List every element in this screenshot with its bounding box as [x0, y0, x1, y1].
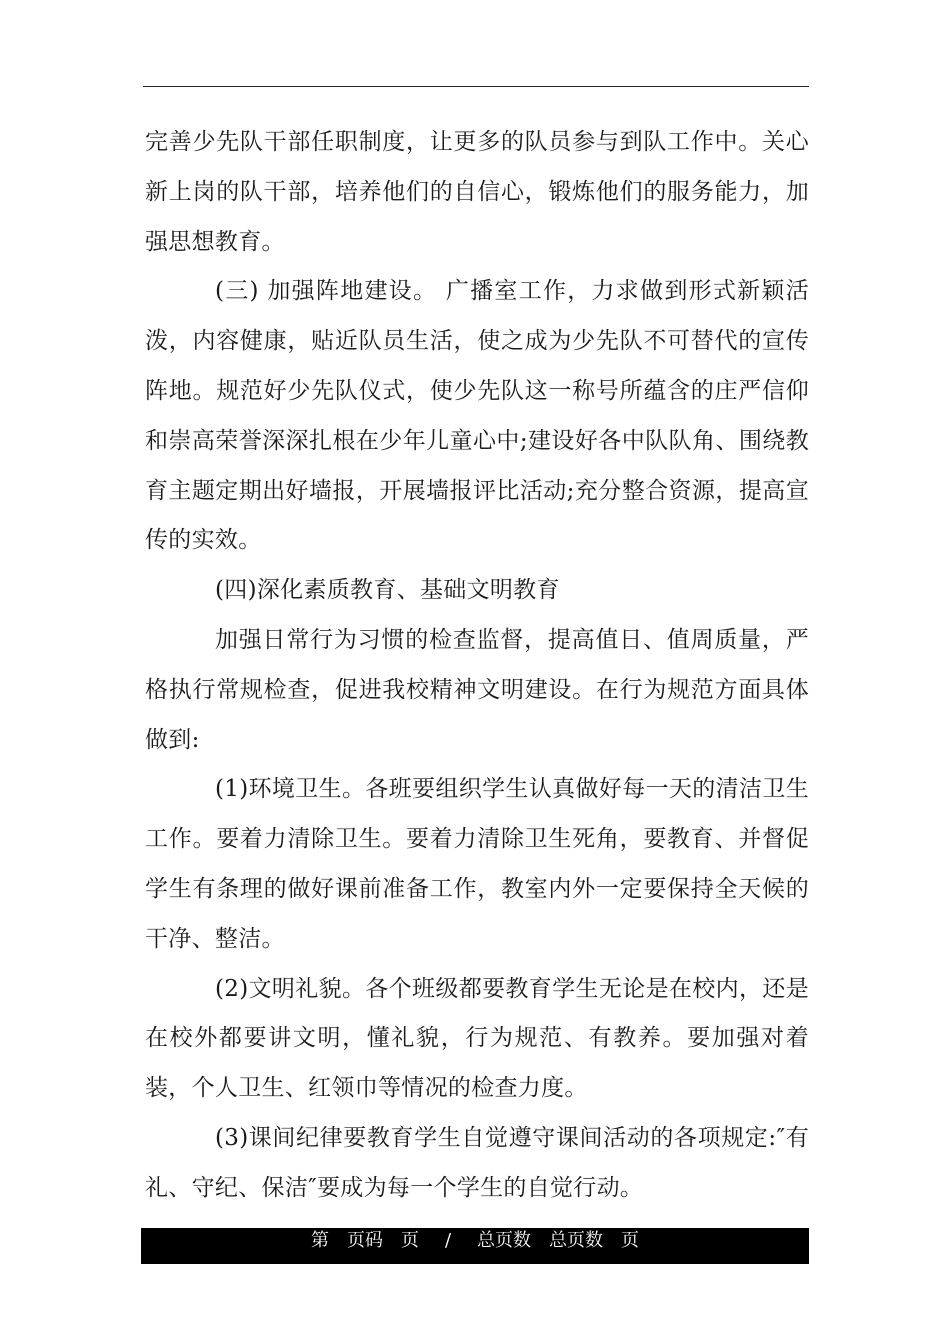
footer-page-code: 页码: [346, 1230, 383, 1251]
paragraph-2: (三) 加强阵地建设。 广播室工作，力求做到形式新颖活泼，内容健康，贴近队员生活，使之成为少先队不可替代的宣传阵地。规范好少先队仪式，使少先队这一称号所蕴含的庄严信仰和崇高荣誉深深扎根在少年儿童心中;建设好各中队队角、围绕教育主题定期出好墙报，开展墙报评比活动;充分整合资源，提高宣传的实效。: [145, 278, 809, 554]
paragraph-4: 加强日常行为习惯的检查监督，提高值日、值周质量，严格执行常规检查，促进我校精神文明建设。在行为规范方面具体做到:: [145, 626, 809, 753]
footer-separator: /: [444, 1230, 452, 1251]
document-body: [145, 118, 809, 1214]
paragraph-5: (1)环境卫生。各班要组织学生认真做好每一天的清洁卫生工作。要着力清除卫生。要着力清除卫生死角，要教育、并督促学生有条理的做好课前准备工作，教室内外一定要保持全天候的干净、整洁。: [145, 776, 809, 952]
footer-total-suffix: 页: [621, 1230, 640, 1251]
paragraph-1: 完善少先队干部任职制度，让更多的队员参与到队工作中。关心新上岗的队干部，培养他们的自信心，锻炼他们的服务能力，加强思想教育。: [145, 129, 809, 255]
footer-page-prefix: 第: [310, 1230, 329, 1251]
footer-total-value: 总页数: [549, 1230, 604, 1251]
section-heading-4: (四)深化素质教育、基础文明教育: [215, 577, 560, 604]
footer-page-suffix: 页: [400, 1230, 419, 1251]
paragraph-7: (3)课间纪律要教育学生自觉遵守课间活动的各项规定:″有礼、守纪、保洁″要成为每一个学生的自觉行动。: [145, 1124, 809, 1201]
footer-total-prefix: 总页数: [477, 1230, 532, 1251]
header-rule: [143, 86, 809, 87]
paragraph-6: (2)文明礼貌。各个班级都要教育学生无论是在校内，还是在校外都要讲文明，懂礼貌，行为规范、有教养。要加强对着装，个人卫生、红领巾等情况的检查力度。: [145, 975, 809, 1102]
page-footer: [141, 1228, 809, 1264]
